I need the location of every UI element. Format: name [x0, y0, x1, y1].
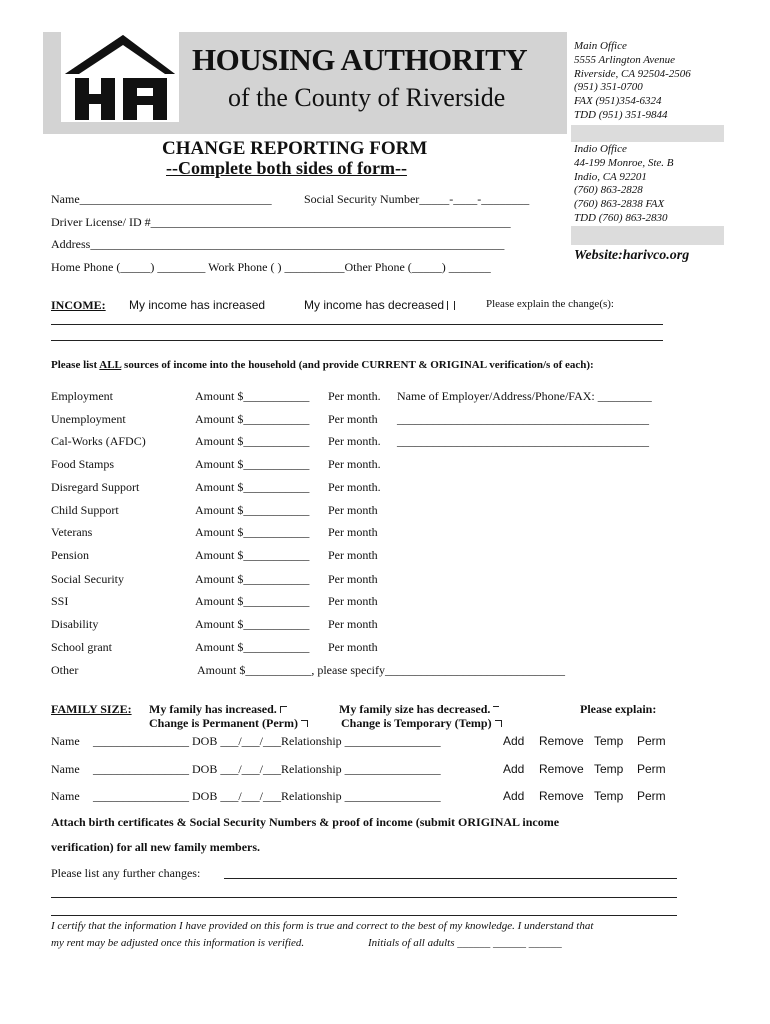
temporary-label: Change is Temporary (Temp) — [341, 716, 492, 730]
family-increased-option[interactable] — [149, 702, 287, 717]
income-amount-field[interactable]: Amount $___________ — [195, 617, 310, 631]
phone-fields[interactable]: Home Phone (_____) ________ Work Phone ( ) __________Other Phone (_____) _______ — [51, 260, 491, 274]
remove-option[interactable]: Remove — [539, 762, 584, 776]
housing-authority-logo-icon — [61, 32, 179, 122]
income-per-month: Per month. — [328, 457, 381, 471]
income-amount-field[interactable]: Amount $___________ — [195, 503, 310, 517]
member-details-field[interactable]: ________________ DOB ___/___/___Relationship ________________ — [93, 734, 441, 748]
income-source: Other — [51, 663, 79, 677]
temp-option[interactable]: Temp — [594, 762, 624, 776]
income-source: Social Security — [51, 572, 124, 586]
family-size-label: FAMILY SIZE: — [51, 702, 132, 716]
form-subtitle: --Complete both sides of form-- — [166, 158, 407, 178]
income-amount-field[interactable]: Amount $___________ — [195, 412, 310, 426]
indio-office-block — [574, 143, 764, 226]
income-per-month: Per month — [328, 412, 378, 426]
agency-subtitle: of the County of Riverside — [228, 83, 506, 112]
attach-instructions-2: verification) for all new family members. — [51, 840, 261, 854]
income-amount-field[interactable]: Amount $___________ — [195, 594, 310, 608]
income-per-month: Per month. — [328, 389, 381, 403]
member-name-label: Name — [51, 734, 80, 748]
permanent-label: Change is Permanent (Perm) — [149, 716, 298, 730]
main-office-line: Main Office — [574, 40, 627, 52]
employer-info-field[interactable]: Name of Employer/Address/Phone/FAX: _________ — [397, 389, 652, 403]
indio-office-line: (760) 863-2838 FAX — [574, 198, 665, 211]
main-office-block — [574, 40, 764, 123]
income-per-month: Per month — [328, 640, 378, 654]
instructions-suffix: sources of income into the household (and provide CURRENT & ORIGINAL verification/s of each): — [121, 359, 594, 371]
income-source: Employment — [51, 389, 113, 403]
income-amount-field[interactable]: Amount $___________ — [195, 525, 310, 539]
income-amount-field[interactable]: Amount $___________ — [195, 389, 310, 403]
address-field[interactable]: Address_____________________________________________________________________ — [51, 237, 505, 251]
income-per-month: Per month — [328, 572, 378, 586]
income-source: Disability — [51, 617, 99, 631]
income-amount-field[interactable]: Amount $___________ — [195, 572, 310, 586]
further-changes-line[interactable] — [51, 915, 677, 916]
temp-option[interactable]: Temp — [594, 734, 624, 748]
income-per-month: Per month — [328, 594, 378, 608]
attach-instructions-1: Attach birth certificates & Social Security Numbers & proof of income (submit ORIGINAL income — [51, 815, 560, 829]
income-amount-field[interactable]: Amount $___________ — [195, 480, 310, 494]
permanent-option[interactable] — [149, 716, 308, 731]
income-source: Pension — [51, 548, 90, 562]
income-per-month: Per month. — [328, 480, 381, 494]
income-source: SSI — [51, 594, 69, 608]
employer-info-field[interactable]: __________________________________________ — [397, 434, 649, 448]
income-source: Unemployment — [51, 412, 126, 426]
remove-option[interactable]: Remove — [539, 734, 584, 748]
perm-option[interactable]: Perm — [637, 734, 666, 748]
family-increased-label: My family has increased. — [149, 702, 277, 716]
income-source: Food Stamps — [51, 457, 115, 471]
income-source: Veterans — [51, 525, 93, 539]
checkbox-icon[interactable] — [493, 706, 499, 713]
remove-option[interactable]: Remove — [539, 789, 584, 803]
member-name-label: Name — [51, 789, 80, 803]
indio-office-line: (760) 863-2828 — [574, 184, 643, 197]
main-office-line: TDD (951) 351-9844 — [574, 108, 668, 121]
add-option[interactable]: Add — [503, 762, 525, 776]
agency-title: HOUSING AUTHORITY — [192, 42, 528, 77]
further-changes-line[interactable] — [224, 878, 677, 879]
explain-line[interactable] — [51, 340, 663, 341]
indio-office-line: Indio Office — [574, 143, 627, 155]
income-source: Disregard Support — [51, 480, 140, 494]
add-option[interactable]: Add — [503, 789, 525, 803]
income-source: Child Support — [51, 503, 119, 517]
main-office-line: (951) 351-0700 — [574, 81, 643, 94]
instructions-all: ALL — [99, 359, 122, 371]
income-source: Cal-Works (AFDC) — [51, 434, 146, 448]
income-increased-option[interactable] — [129, 298, 265, 312]
income-per-month: Per month — [328, 525, 378, 539]
income-per-month: Per month — [328, 617, 378, 631]
income-source: School grant — [51, 640, 112, 654]
temporary-option[interactable] — [341, 716, 502, 731]
further-changes-line[interactable] — [51, 897, 677, 898]
checkbox-icon[interactable] — [280, 706, 287, 713]
checkbox-icon[interactable] — [447, 301, 455, 310]
income-amount-field[interactable]: Amount $___________, please specify______________________________ — [197, 663, 565, 677]
employer-info-field[interactable]: __________________________________________ — [397, 412, 649, 426]
income-per-month: Per month — [328, 548, 378, 562]
adult-initials[interactable]: Initials of all adults ______ ______ ______ — [368, 937, 562, 949]
form-title: CHANGE REPORTING FORM — [162, 138, 428, 159]
member-details-field[interactable]: ________________ DOB ___/___/___Relationship ________________ — [93, 789, 441, 803]
website: Website:harivco.org — [574, 248, 690, 263]
indio-office-line: 44-199 Monroe, Ste. B — [574, 156, 674, 169]
income-amount-field[interactable]: Amount $___________ — [195, 640, 310, 654]
driver-license-field[interactable]: Driver License/ ID #____________________________________________________________ — [51, 215, 511, 229]
perm-option[interactable]: Perm — [637, 789, 666, 803]
income-decreased-label: My income has decreased — [304, 298, 445, 312]
income-per-month: Per month — [328, 503, 378, 517]
main-office-line: 5555 Arlington Avenue — [574, 53, 676, 66]
income-amount-field[interactable]: Amount $___________ — [195, 457, 310, 471]
checkbox-icon[interactable] — [495, 720, 502, 727]
income-instructions — [51, 359, 594, 371]
income-increased-label: My income has increased — [129, 298, 266, 312]
member-details-field[interactable]: ________________ DOB ___/___/___Relationship ________________ — [93, 762, 441, 776]
member-name-label: Name — [51, 762, 80, 776]
further-changes-label: Please list any further changes: — [51, 866, 201, 880]
name-field[interactable]: Name________________________________ — [51, 192, 272, 206]
indio-office-line: TDD (760) 863-2830 — [574, 211, 668, 224]
income-label: INCOME: — [51, 298, 106, 312]
income-amount-field[interactable]: Amount $___________ — [195, 434, 310, 448]
grey-divider — [571, 125, 724, 142]
family-explain-label: Please explain: — [580, 702, 657, 716]
perm-option[interactable]: Perm — [637, 762, 666, 776]
income-amount-field[interactable]: Amount $___________ — [195, 548, 310, 562]
logo — [61, 32, 179, 122]
certification-line-1: I certify that the information I have provided on this form is true and correct to the best of my knowledge. I understand that — [51, 920, 594, 932]
checkbox-icon[interactable] — [301, 720, 308, 727]
certification-line-2: my rent may be adjusted once this information is verified. — [51, 937, 305, 949]
income-per-month: Per month. — [328, 434, 381, 448]
instructions-prefix: Please list — [51, 359, 100, 371]
ssn-field[interactable]: Social Security Number_____-____-________ — [304, 192, 530, 206]
explain-line[interactable] — [51, 324, 663, 325]
temp-option[interactable]: Temp — [594, 789, 624, 803]
indio-office-line: Indio, CA 92201 — [574, 170, 647, 183]
main-office-line: FAX (951)354-6324 — [574, 95, 662, 108]
add-option[interactable]: Add — [503, 734, 525, 748]
income-explain-label: Please explain the change(s): — [486, 298, 614, 310]
income-decreased-option[interactable] — [304, 298, 455, 312]
family-decreased-label: My family size has decreased. — [339, 702, 491, 716]
grey-divider — [571, 226, 724, 245]
family-decreased-option[interactable] — [339, 702, 499, 717]
main-office-line: Riverside, CA 92504-2506 — [574, 67, 691, 80]
